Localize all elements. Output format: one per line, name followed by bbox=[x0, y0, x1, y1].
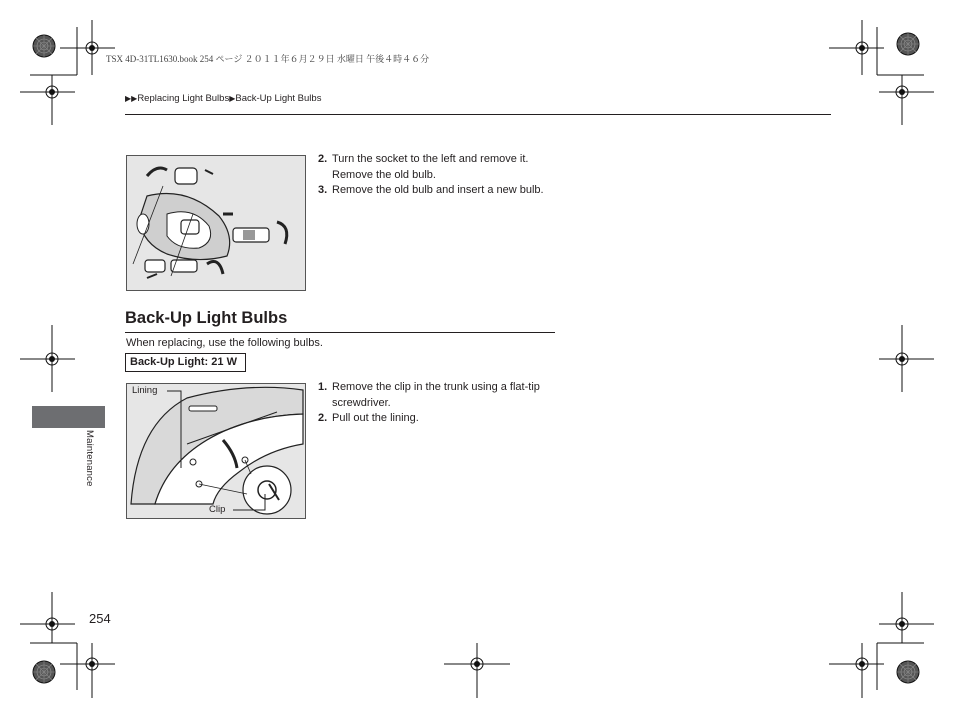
breadcrumb-item[interactable]: Back-Up Light Bulbs bbox=[235, 93, 322, 104]
step-text: Pull out the lining. bbox=[332, 412, 419, 424]
step-number: 2. bbox=[318, 412, 328, 424]
section-intro: When replacing, use the following bulbs. bbox=[126, 337, 323, 349]
step-item bbox=[318, 183, 558, 199]
print-header: TSX 4D-31TL1630.book 254 ページ ２０１１年６月２９日 水曜日 午後４時４６分 bbox=[106, 54, 430, 64]
breadcrumb-item[interactable]: Replacing Light Bulbs bbox=[137, 93, 230, 104]
step-text-line: Turn the socket to the left and remove it. bbox=[332, 153, 529, 165]
socket-illustration bbox=[126, 155, 306, 291]
section-title: Back-Up Light Bulbs bbox=[125, 309, 288, 327]
step-text-line: Remove the old bulb. bbox=[332, 168, 436, 181]
page-number: 254 bbox=[89, 611, 111, 626]
breadcrumb-arrow-icon: ▶▶ bbox=[125, 94, 138, 103]
lower-steps bbox=[318, 380, 558, 427]
clip-label: Clip bbox=[209, 504, 226, 515]
step-item bbox=[318, 380, 558, 411]
trunk-lining-illustration bbox=[126, 383, 306, 519]
step-number: 1. bbox=[318, 381, 328, 393]
breadcrumb-arrow-icon: ▶ bbox=[229, 94, 236, 103]
step-text: Remove the old bulb and insert a new bulb. bbox=[332, 184, 544, 196]
bulb-spec-box: Back-Up Light: 21 W bbox=[125, 353, 246, 372]
section-divider bbox=[125, 332, 555, 333]
step-item bbox=[318, 152, 558, 183]
step-text-line: Remove the clip in the trunk using a flat-tip bbox=[332, 381, 540, 393]
chapter-tab-label: Maintenance bbox=[84, 430, 95, 487]
header-divider bbox=[125, 114, 831, 115]
chapter-tab[interactable] bbox=[32, 406, 105, 428]
step-number: 2. bbox=[318, 153, 328, 165]
step-text-line: screwdriver. bbox=[332, 396, 391, 409]
breadcrumb bbox=[125, 93, 321, 104]
upper-steps bbox=[318, 152, 558, 199]
step-text bbox=[332, 152, 528, 183]
step-text bbox=[332, 380, 540, 411]
step-number: 3. bbox=[318, 184, 328, 196]
step-item bbox=[318, 411, 558, 427]
lining-label: Lining bbox=[132, 385, 158, 396]
